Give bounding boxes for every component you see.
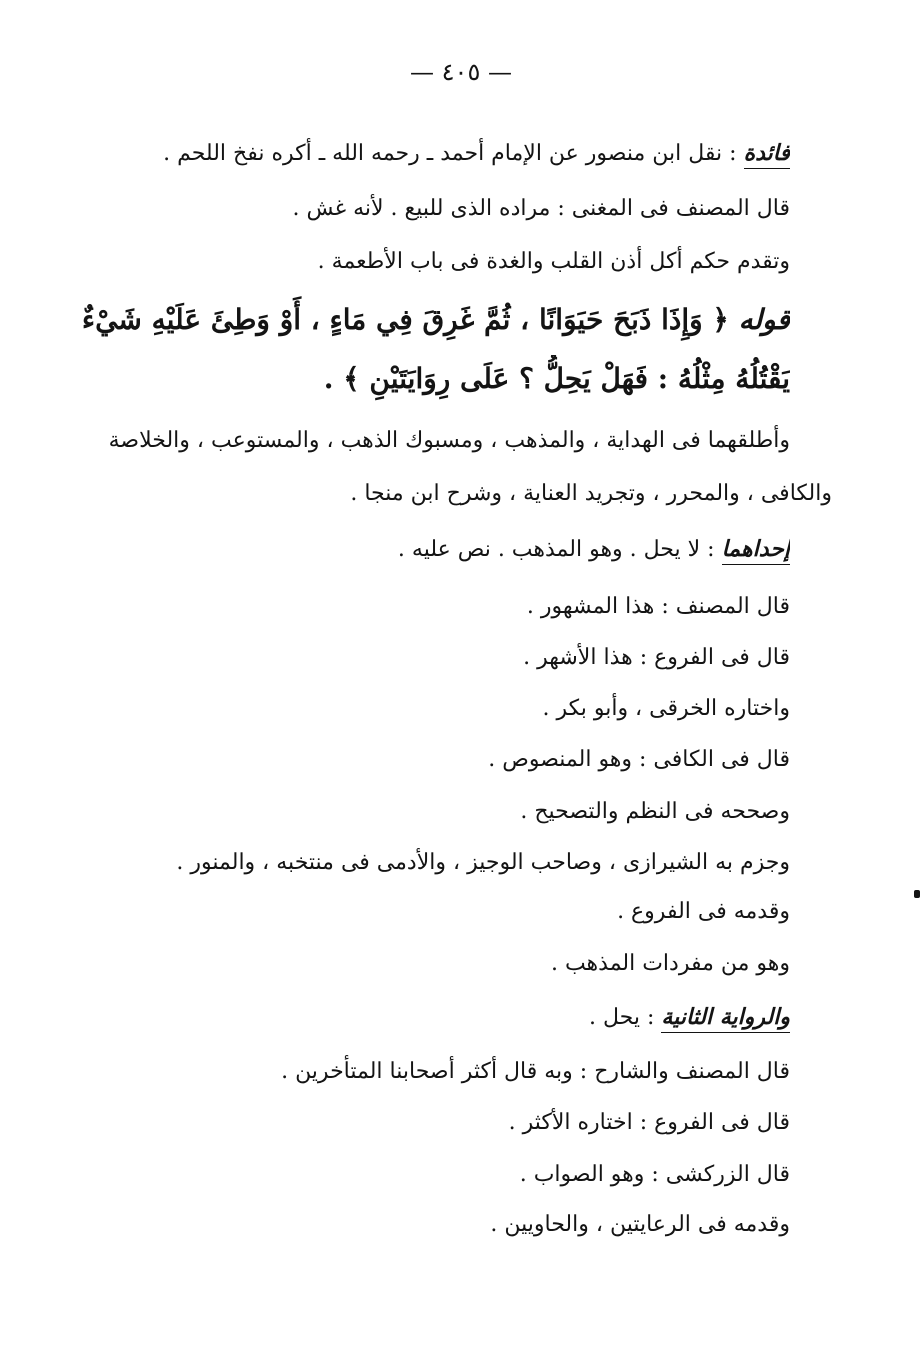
text-line: والكافى ، والمحرر ، وتجريد العناية ، وشرح ابن منجا . (350, 481, 832, 506)
line-fayda (90, 136, 790, 170)
ihdahuma-heading: إحداهما (722, 536, 790, 565)
text-line: وتقدم حكم أكل أذن القلب والغدة فى باب الأطعمة . (317, 249, 790, 274)
line-text: : لا يحل . وهو المذهب . نص عليه . (397, 537, 715, 562)
line-text: : يحل . (589, 1005, 655, 1030)
qawluhu-heading: قوله (738, 303, 790, 336)
riwaya-thaniya-heading: والرواية الثانية (661, 1004, 790, 1033)
quote-line-1 (30, 296, 790, 344)
text-line: قال المصنف والشارح : وبه قال أكثر أصحابنا المتأخرين . (281, 1059, 790, 1084)
text-line: قال المصنف : هذا المشهور . (526, 594, 790, 619)
text-line: وصححه فى النظم والتصحيح . (520, 799, 790, 824)
text-line: وجزم به الشيرازى ، وصاحب الوجيز ، والأدمى فى منتخبه ، والمنور . (176, 850, 790, 875)
text-line: واختاره الخرقى ، وأبو بكر . (542, 696, 790, 721)
quote-line-2: يَقْتُلُهُ مِثْلُهُ : فَهَلْ يَحِلُّ ؟ عَلَى رِوَايَتَيْنِ ﴾ . (323, 362, 790, 395)
line-riwaya-thaniya (90, 1000, 790, 1034)
text-line: وقدمه فى الرعايتين ، والحاويين . (490, 1212, 790, 1237)
text-line: قال فى الفروع : اختاره الأكثر . (508, 1110, 790, 1135)
ink-speck (914, 890, 920, 898)
text-line: وأطلقهما فى الهداية ، والمذهب ، ومسبوك الذهب ، والمستوعب ، والخلاصة (108, 428, 790, 453)
text-line: وهو من مفردات المذهب . (550, 951, 790, 976)
page-number: — ٤٠٥ — (410, 58, 512, 86)
fayda-heading: فائدة (744, 140, 790, 169)
line-text: : نقل ابن منصور عن الإمام أحمد ـ رحمه الله ـ أكره نفخ اللحم . (163, 141, 737, 166)
quote-text: ﴿ وَإِذَا ذَبَحَ حَيَوَانًا ، ثُمَّ غَرِقَ فِي مَاءٍ ، أَوْ وَطِئَ عَلَيْهِ شَيْءٌ (81, 303, 729, 336)
text-line: قال فى الكافى : وهو المنصوص . (488, 747, 790, 772)
text-line: قال المصنف فى المغنى : مراده الذى للبيع . لأنه غش . (292, 196, 790, 221)
text-line: قال الزركشى : وهو الصواب . (519, 1162, 790, 1187)
text-line: قال فى الفروع : هذا الأشهر . (523, 645, 790, 670)
line-ihdahuma (90, 532, 790, 566)
text-line: وقدمه فى الفروع . (617, 899, 790, 924)
